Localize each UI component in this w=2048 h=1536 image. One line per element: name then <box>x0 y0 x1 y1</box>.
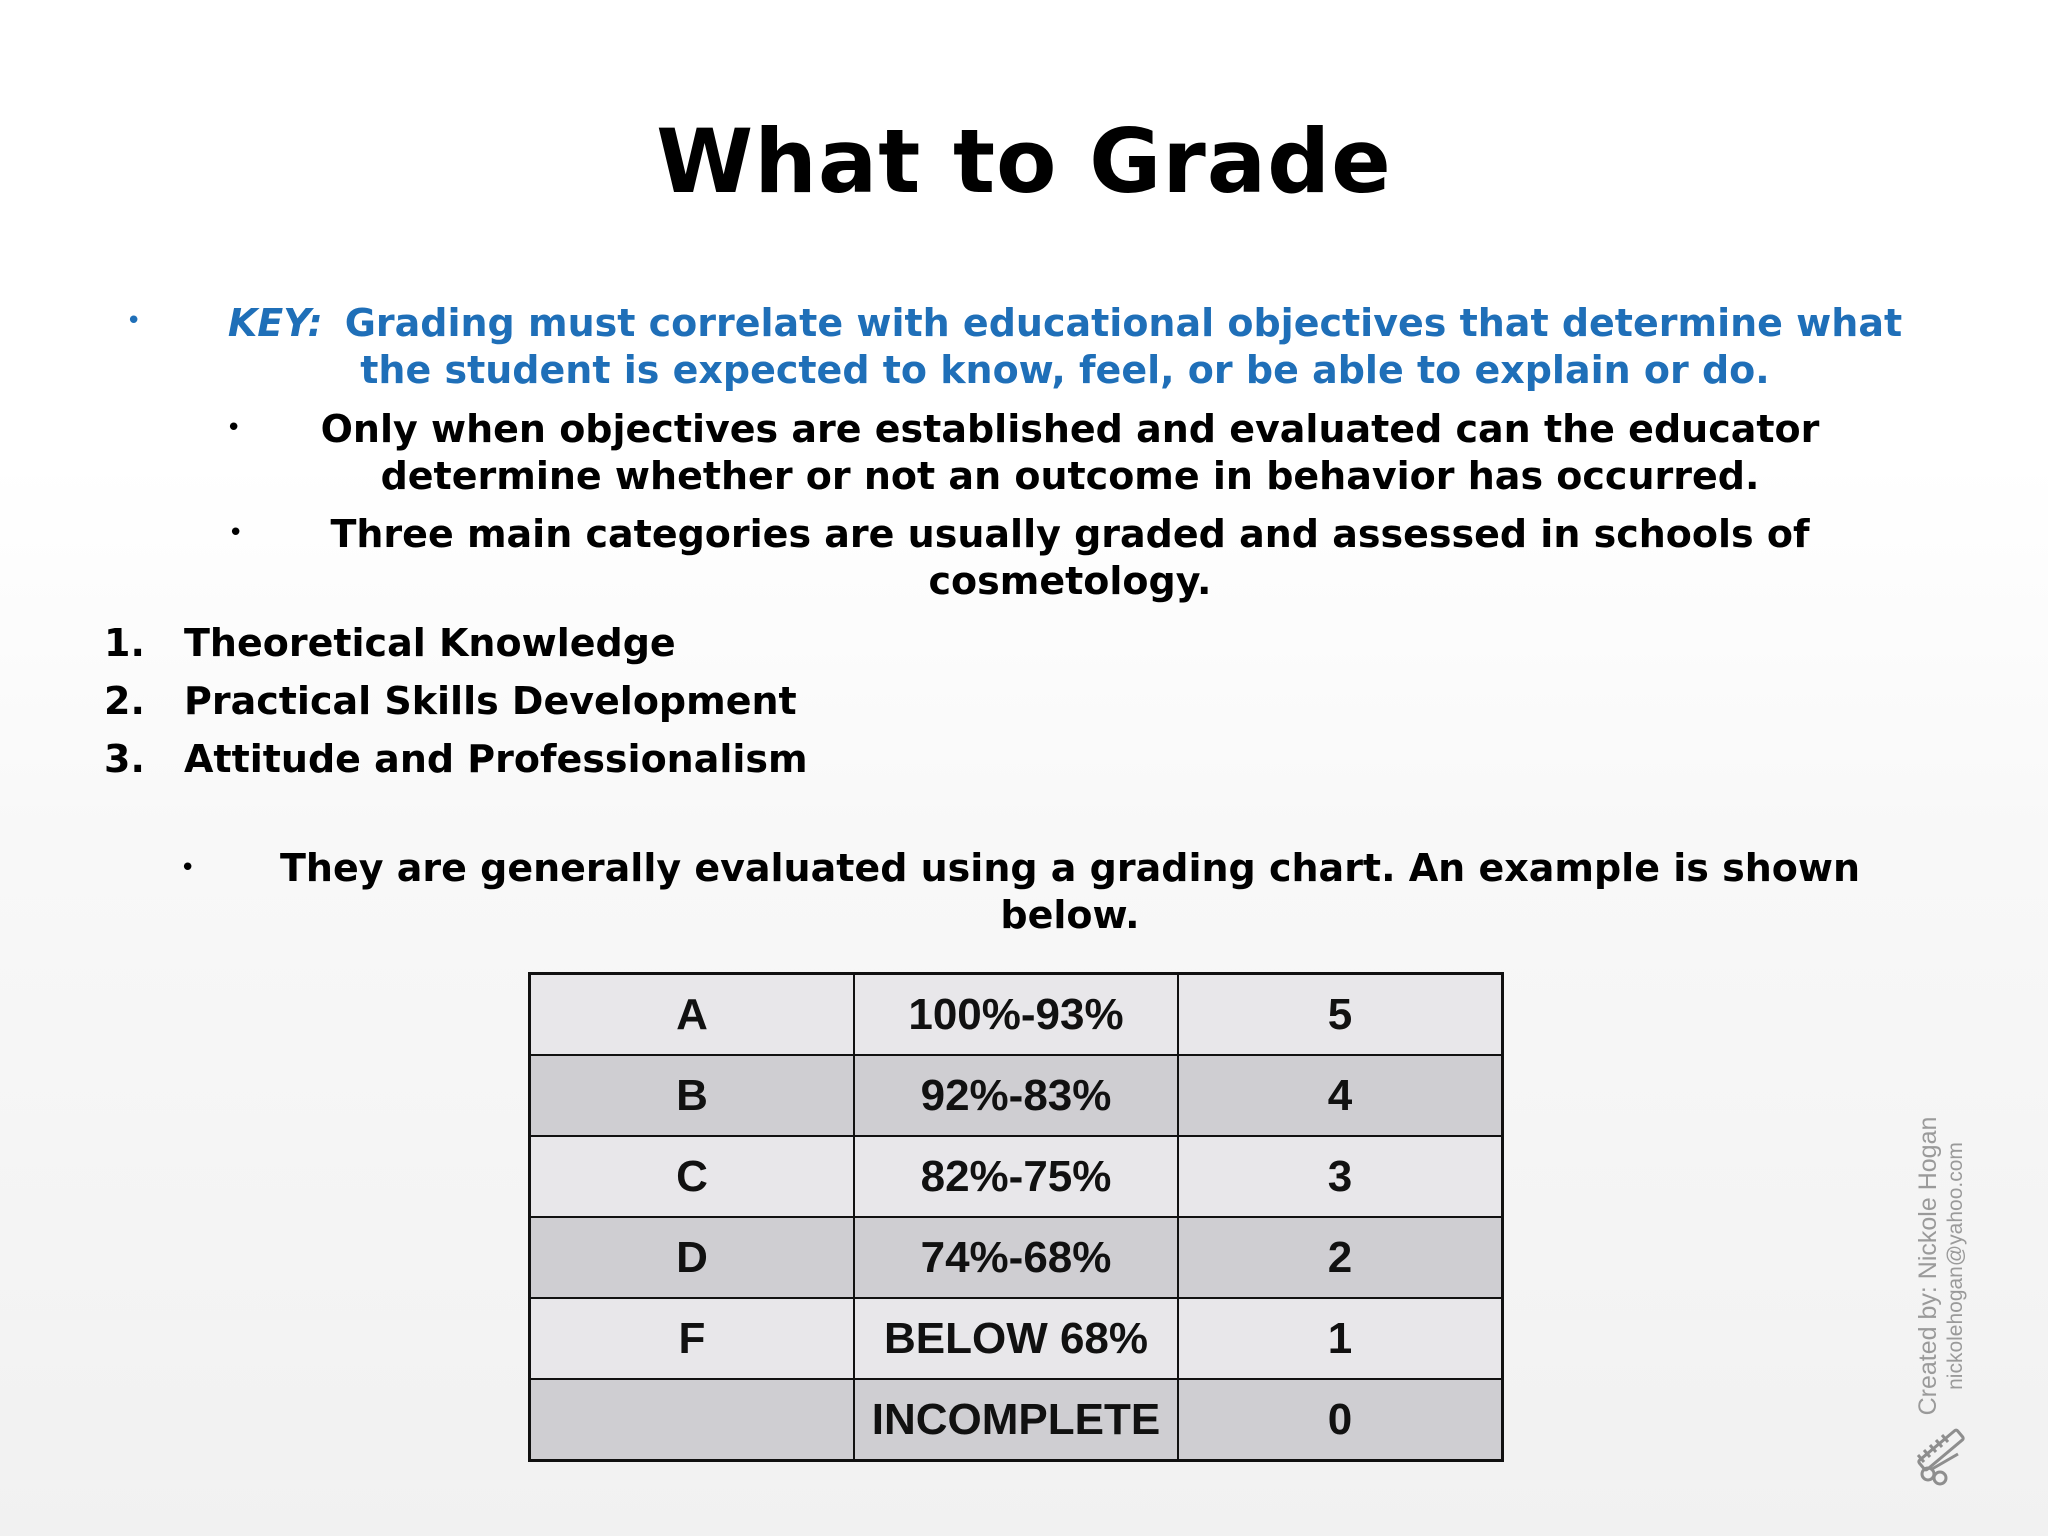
list-item <box>104 730 1104 788</box>
list-number: 2. <box>104 679 145 723</box>
grade-cell: F <box>530 1298 855 1379</box>
bullet-dot: • <box>126 306 142 336</box>
points-cell: 2 <box>1178 1217 1503 1298</box>
range-cell: 82%-75% <box>854 1136 1178 1217</box>
bullet-objectives: Only when objectives are established and evaluated can the educator determine whether or not an outcome in behavior has occurred. <box>320 407 1820 498</box>
points-cell: 5 <box>1178 974 1503 1056</box>
grade-cell: B <box>530 1055 855 1136</box>
list-text: Theoretical Knowledge <box>184 621 676 665</box>
comb-scissors-icon <box>1906 1414 1980 1488</box>
table-row <box>530 1055 1503 1136</box>
list-text: Practical Skills Development <box>184 679 797 723</box>
watermark-email: nickolehogan@yahoo.com <box>1944 1142 1967 1390</box>
grade-cell: D <box>530 1217 855 1298</box>
range-cell: 92%-83% <box>854 1055 1178 1136</box>
grading-chart-table <box>528 972 1504 1462</box>
bullet-categories: Three main categories are usually graded and assessed in schools of cosmetology. <box>330 512 1810 603</box>
table-row <box>530 1379 1503 1461</box>
list-text: Attitude and Professionalism <box>184 737 808 781</box>
bullet-grading-chart: They are generally evaluated using a grading chart. An example is shown below. <box>279 846 1861 937</box>
bullet-dot: • <box>180 853 196 883</box>
points-cell: 4 <box>1178 1055 1503 1136</box>
list-number: 1. <box>104 621 145 665</box>
bullet-dot: • <box>228 518 244 548</box>
list-item <box>104 614 1104 672</box>
key-label: KEY: <box>227 301 323 345</box>
grade-cell: A <box>530 974 855 1056</box>
key-bullet <box>200 300 1930 394</box>
watermark-text <box>1913 1101 1969 1431</box>
category-list <box>104 614 1104 788</box>
table-row <box>530 1217 1503 1298</box>
grade-cell: C <box>530 1136 855 1217</box>
points-cell: 3 <box>1178 1136 1503 1217</box>
list-item <box>104 672 1104 730</box>
range-cell: 74%-68% <box>854 1217 1178 1298</box>
range-cell: INCOMPLETE <box>854 1379 1178 1461</box>
bullet-dot: • <box>226 413 242 443</box>
range-cell: BELOW 68% <box>854 1298 1178 1379</box>
slide-title: What to Grade <box>656 110 1392 213</box>
creator-watermark <box>1906 1088 1980 1488</box>
range-cell: 100%-93% <box>854 974 1178 1056</box>
key-bullet-text: Grading must correlate with educational objectives that determine what the student is expected to know, feel, or be able to explain or do. <box>344 301 1903 392</box>
table-row <box>530 974 1503 1056</box>
watermark-creator: Created by: Nickole Hogan <box>1914 1116 1942 1416</box>
list-number: 3. <box>104 737 145 781</box>
table-row <box>530 1136 1503 1217</box>
points-cell: 0 <box>1178 1379 1503 1461</box>
grade-cell <box>530 1379 855 1461</box>
points-cell: 1 <box>1178 1298 1503 1379</box>
table-row <box>530 1298 1503 1379</box>
